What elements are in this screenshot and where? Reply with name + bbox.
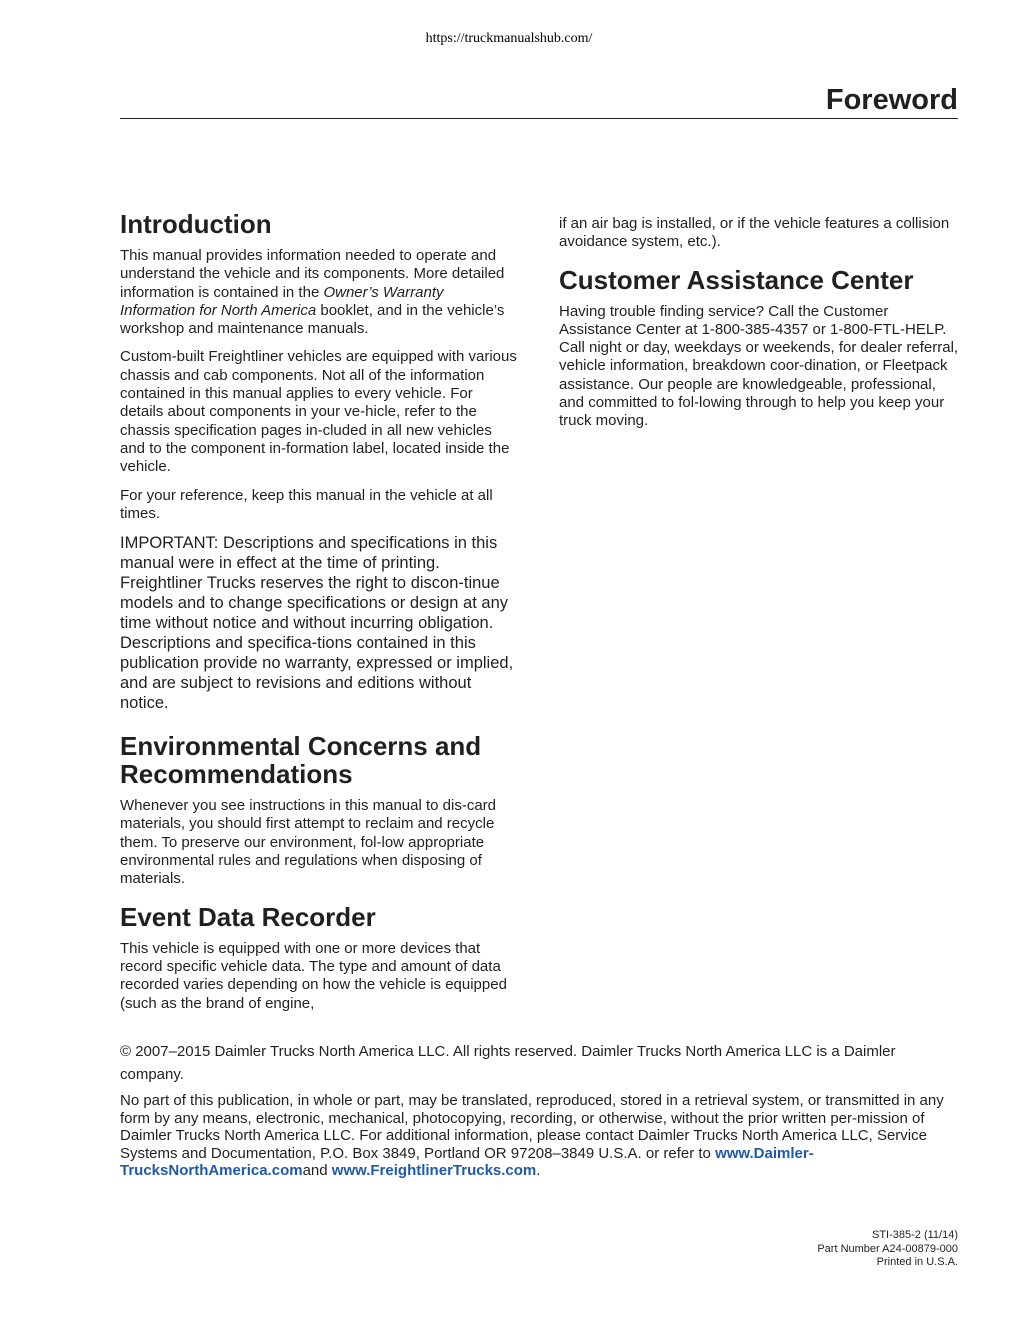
introduction-paragraph-2: Custom-built Freightliner vehicles are equipped with various chassis and cab components. Not all of the information contained in this manual applies to every vehicle. For details about components in your ve-hicle, refer to the chassis specification pages in-cluded in all new vehicles and to the component in-formation label, located inside the vehicle. — [120, 348, 517, 476]
left-column — [120, 210, 520, 1023]
footer — [120, 1040, 960, 1180]
event-data-recorder-paragraph-part-1: This vehicle is equipped with one or more devices that record specific vehicle data. The type and amount of data recorded varies depending on how the vehicle is equipped (such as the brand of engine, — [120, 939, 507, 1012]
legal-text: No part of this publication, in whole or part, may be translated, reproduced, stored in a retrieval system, or transmitted in any form by any means, electronic, mechanical, photocopying, recording, or otherwise, without the prior written per-mission of Daimler Trucks North America LLC. For additional information, please contact Daimler Trucks North America LLC, Service Systems and Documentation, P.O. Box 3849, Portland OR 97208–3849 U.S.A. or refer to — [120, 1092, 944, 1162]
copyright-notice: © 2007–2015 Daimler Trucks North America LLC. All rights reserved. Daimler Trucks North America LLC is a Daimler company. — [120, 1043, 896, 1083]
intro-p1-end: booklet, and in the vehicle’s workshop and maintenance manuals. — [120, 301, 505, 338]
event-data-recorder-heading: Event Data Recorder — [120, 901, 376, 932]
daimler-website-link[interactable]: www.Daimler-TrucksNorthAmerica.com — [120, 1144, 814, 1179]
header-rule — [120, 118, 958, 119]
freightliner-website-link[interactable]: www.FreightlinerTrucks.com — [331, 1162, 537, 1179]
introduction-paragraph-1 — [120, 247, 520, 338]
environmental-paragraph: Whenever you see instructions in this manual to dis-card materials, you should first attempt to reclaim and recycle them. To preserve our environment, fol-low appropriate environmental rules and regulations when disposing of materials. — [120, 797, 497, 888]
section-title: Foreword — [825, 84, 958, 116]
customer-assistance-paragraph: Having trouble finding service? Call the Customer Assistance Center at 1-800-385-4357 or 1-800-FTL-HELP. Call night or day, weekdays or weekends, for dealer referral, vehicle information, breakdown coor-dination, or Fleetpack assistance. Our people are knowledgeable, professional, and committed to fol-lowing through to help you keep your truck moving. — [559, 302, 959, 430]
introduction-paragraph-3: For your reference, keep this manual in the vehicle at all times. — [120, 486, 493, 522]
legal-notice — [120, 1092, 960, 1180]
warranty-booklet-title: Owner’s Warranty Information for North America — [120, 283, 444, 319]
sti-number: STI-385-2 (11/14) — [871, 1229, 958, 1241]
end-punctuation: . — [536, 1162, 541, 1179]
publication-info — [817, 1229, 958, 1270]
environmental-heading: Environmental Concerns and Recommendations — [120, 731, 482, 790]
and-text: and — [302, 1162, 332, 1179]
source-url: https://truckmanualshub.com/ — [425, 31, 593, 46]
right-column — [559, 215, 959, 441]
important-notice: IMPORTANT: Descriptions and specifications in this manual were in effect at the time of printing. Freightliner Trucks reserves the right to discon-tinue models and to change specifications or design at any time without notice and without incurring obligation. Descriptions and specifica-tions contained in this publication provide no warranty, expressed or implied, and are subject to revisions and editions without notice. — [120, 534, 514, 713]
printed-in: Printed in U.S.A. — [876, 1256, 958, 1268]
introduction-heading: Introduction — [120, 209, 272, 239]
event-data-recorder-paragraph-part-2: if an air bag is installed, or if the vehicle features a collision avoidance system, etc.). — [559, 215, 950, 251]
intro-p1-start: This manual provides information needed to operate and understand the vehicle and its components. More detailed information is contained in the — [120, 247, 505, 301]
part-number: Part Number A24-00879-000 — [817, 1242, 958, 1255]
customer-assistance-heading: Customer Assistance Center — [559, 264, 914, 295]
